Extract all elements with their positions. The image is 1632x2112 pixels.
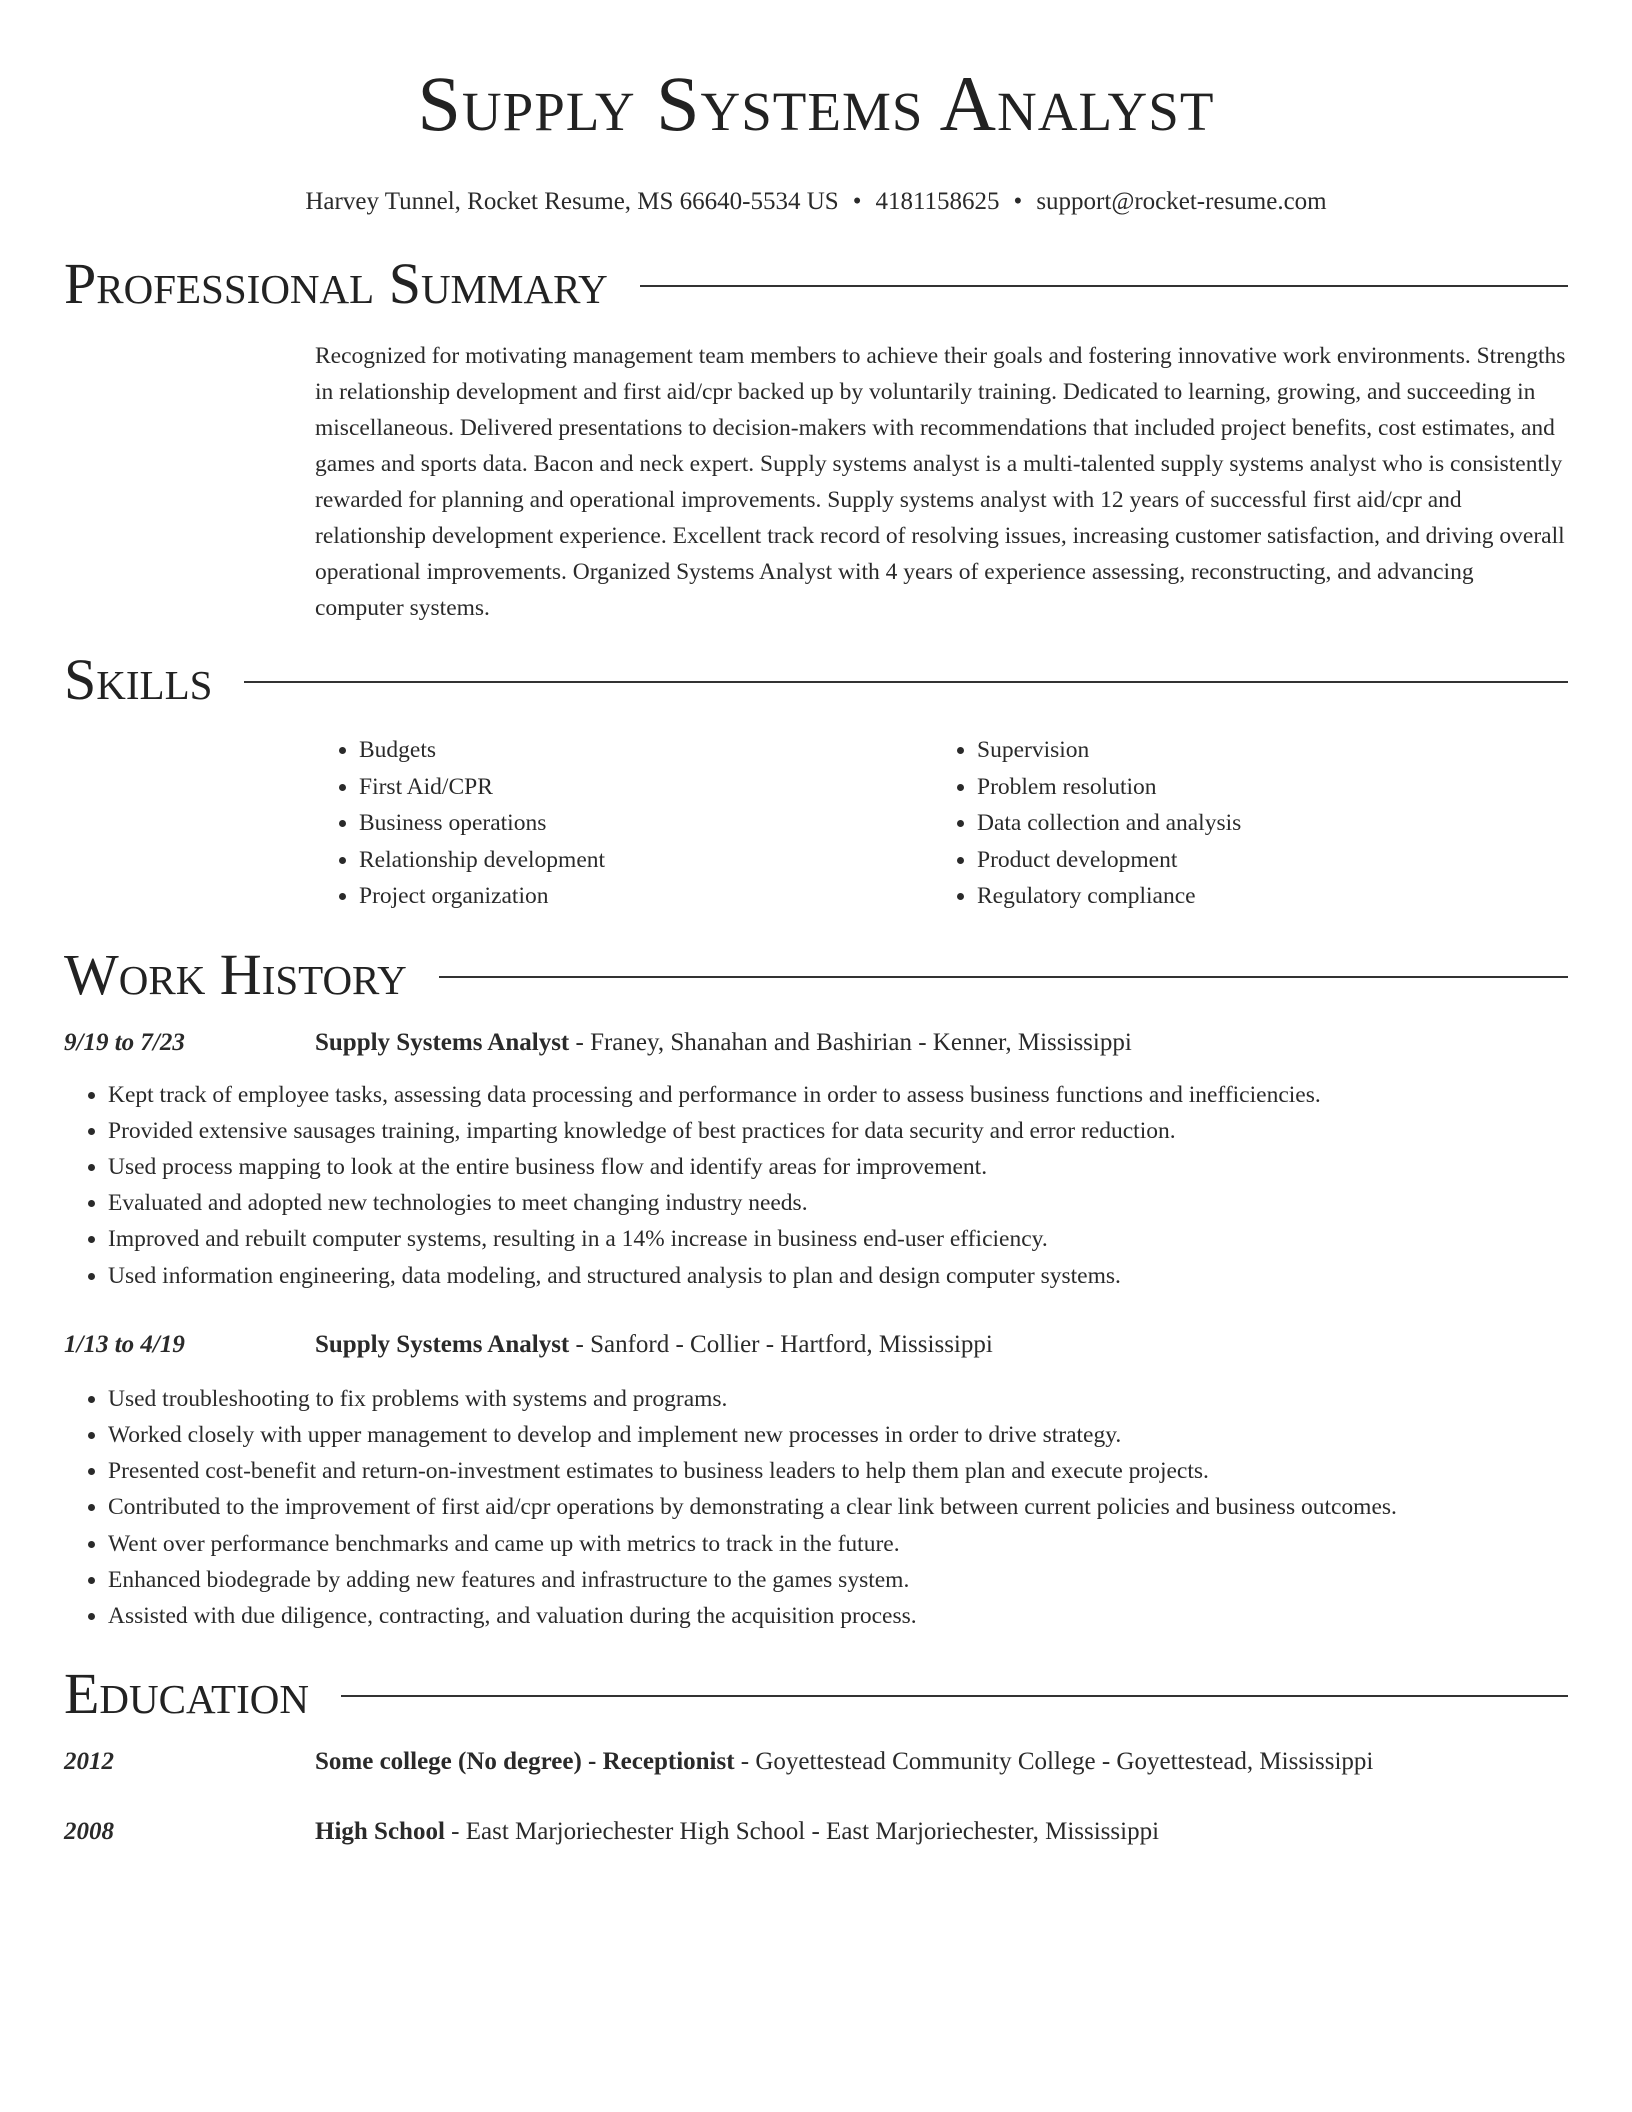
- skill-item: • Business operations: [359, 805, 933, 842]
- contact-address: Harvey Tunnel, Rocket Resume, MS 66640-5534 US: [305, 188, 839, 215]
- contact-phone: 4181158625: [875, 188, 1000, 215]
- contact-separator: •: [1013, 188, 1023, 215]
- job-dates: 1/13 to 4/19: [64, 1330, 185, 1358]
- skill-item: • First Aid/CPR: [359, 769, 933, 806]
- candidate-name: Supply Systems Analyst: [417, 60, 1215, 147]
- job-bullet: • Worked closely with upper management to develop and implement new processes in order to drive strategy.: [108, 1417, 1568, 1453]
- skill-item: • Supervision: [977, 732, 1241, 769]
- job-bullet: • Provided extensive sausages training, imparting knowledge of best practices for data security and error reduction.: [108, 1113, 1568, 1149]
- skills-section-heading: [64, 648, 1568, 712]
- education-year: 2012: [64, 1748, 114, 1776]
- education-title: Education: [64, 1661, 309, 1727]
- job-bullets: [64, 1381, 1568, 1634]
- skill-item: • Data collection and analysis: [977, 805, 1241, 842]
- summary-title: Professional Summary: [64, 251, 608, 316]
- job-title-line: [315, 1025, 1132, 1061]
- skill-item: • Relationship development: [359, 842, 933, 879]
- education-line: [315, 1814, 1159, 1850]
- job-bullet: • Kept track of employee tasks, assessing data processing and performance in order to assess business functions and inefficiencies.: [108, 1077, 1568, 1113]
- job-header: [64, 1025, 1568, 1061]
- education-degree: Some college (No degree) - Receptionist: [315, 1748, 735, 1776]
- section-divider: [244, 681, 1568, 683]
- education-entry: [64, 1744, 1568, 1780]
- job-dates: 9/19 to 7/23: [64, 1028, 185, 1056]
- skill-item: • Budgets: [359, 732, 933, 769]
- work-title: Work History: [64, 941, 407, 1007]
- job-position: Supply Systems Analyst: [315, 1028, 570, 1056]
- education-degree: High School: [315, 1818, 445, 1846]
- skills-column-left: [315, 732, 933, 915]
- section-divider: [439, 976, 1568, 978]
- job-bullet: • Went over performance benchmarks and came up with metrics to track in the future.: [108, 1526, 1568, 1562]
- skill-item: • Project organization: [359, 878, 933, 915]
- skill-item: • Product development: [977, 842, 1241, 879]
- summary-section-heading: [64, 252, 1568, 316]
- skill-item: • Regulatory compliance: [977, 878, 1241, 915]
- contact-line: [64, 186, 1568, 218]
- job-bullets: [64, 1077, 1568, 1294]
- education-entry: [64, 1814, 1568, 1850]
- education-school: - East Marjoriechester High School - East Marjoriechester, Mississippi: [444, 1818, 1160, 1846]
- section-divider: [341, 1695, 1568, 1697]
- skill-item: • Problem resolution: [977, 769, 1241, 806]
- job-bullet: • Improved and rebuilt computer systems, resulting in a 14% increase in business end-user efficiency.: [108, 1221, 1568, 1257]
- job-bullet: • Used troubleshooting to fix problems with systems and programs.: [108, 1381, 1568, 1417]
- job-bullet: • Contributed to the improvement of first aid/cpr operations by demonstrating a clear link between current policies and business outcomes.: [108, 1489, 1568, 1525]
- job-bullet: • Presented cost-benefit and return-on-investment estimates to business leaders to help them plan and execute projects.: [108, 1453, 1568, 1489]
- job-header: [64, 1327, 1568, 1363]
- job-bullet: • Used information engineering, data modeling, and structured analysis to plan and design computer systems.: [108, 1258, 1568, 1294]
- education-year: 2008: [64, 1818, 114, 1846]
- job-position: Supply Systems Analyst: [315, 1330, 570, 1358]
- contact-separator: •: [852, 188, 862, 215]
- skills-list: [315, 732, 1568, 915]
- job-entry: [64, 1327, 1568, 1634]
- job-employer: - Franey, Shanahan and Bashirian - Kenner, Mississippi: [569, 1028, 1132, 1056]
- work-section-heading: [64, 943, 1568, 1007]
- job-entry: [64, 1025, 1568, 1294]
- job-bullet: • Evaluated and adopted new technologies to meet changing industry needs.: [108, 1185, 1568, 1221]
- job-bullet: • Used process mapping to look at the entire business flow and identify areas for improvement.: [108, 1149, 1568, 1185]
- job-bullet: • Enhanced biodegrade by adding new features and infrastructure to the games system.: [108, 1562, 1568, 1598]
- skills-title: Skills: [64, 647, 213, 712]
- section-divider: [640, 285, 1568, 287]
- education-line: [315, 1744, 1373, 1780]
- education-section-heading: [64, 1662, 1568, 1726]
- education-school: - Goyettestead Community College - Goyettestead, Mississippi: [734, 1748, 1374, 1776]
- contact-email: support@rocket-resume.com: [1036, 188, 1327, 215]
- job-title-line: [315, 1327, 993, 1363]
- summary-text: Recognized for motivating management team members to achieve their goals and fostering innovative work environments. Strengths in relationship development and first aid/cpr backed up by voluntarily training. Dedicated to learning, growing, and succeeding in miscellaneous. Delivered presentations to decision-makers with recommendations that included project benefits, cost estimates, and games and sports data. Bacon and neck expert. Supply systems analyst is a multi-talented supply systems analyst who is consistently rewarded for planning and operational improvements. Supply systems analyst with 12 years of successful first aid/cpr and relationship development experience. Excellent track record of resolving issues, increasing customer satisfaction, and driving overall operational improvements. Organized Systems Analyst with 4 years of experience assessing, reconstructing, and advancing computer systems.: [315, 343, 1566, 621]
- job-bullet: • Assisted with due diligence, contracting, and valuation during the acquisition process.: [108, 1598, 1568, 1634]
- job-employer: - Sanford - Collier - Hartford, Mississippi: [569, 1330, 993, 1358]
- skills-column-right: [933, 732, 1241, 915]
